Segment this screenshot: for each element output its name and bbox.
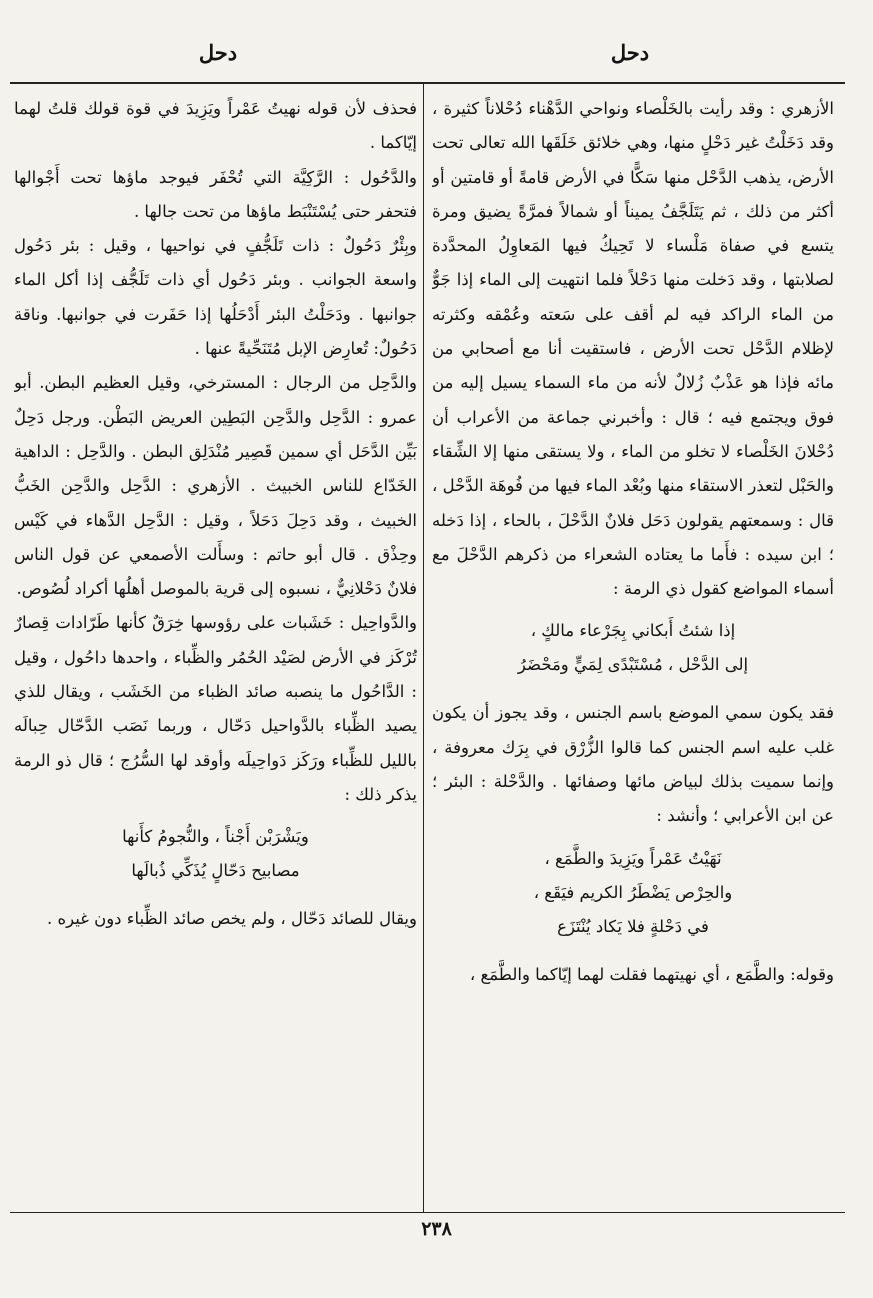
verse-line: إذا شئتُ أَبكاني بِجَرْعاء مالكٍ ، bbox=[530, 621, 736, 641]
left-column bbox=[14, 92, 417, 1207]
verse-line: نَهَيْتُ عَمْراً ويَزِيدَ والطَّمَع ، bbox=[544, 848, 722, 868]
verse-line: في دَحْلةٍ فلا يَكاد يُنْتَزَع bbox=[557, 916, 709, 936]
verse-line: والحِرْص يَضْطَرُ الكريم فيَقَع ، bbox=[533, 882, 733, 902]
entry-paragraph: فقد يكون سمي الموضع باسم الجنس ، وقد يجوز أن يكون غلب عليه اسم الجنس كما قالوا الزُّرْق في بِرَك معروفة ، وإنما سميت بذلك لبياض مائها وصفائها . والدَّحْلة : البئر ؛ عن ابن الأعرابي ؛ وأنشد : bbox=[432, 703, 834, 826]
poem-verse bbox=[432, 842, 834, 944]
right-column bbox=[432, 92, 834, 1207]
running-head-right: دحل bbox=[610, 40, 650, 65]
entry-paragraph: والدَّحِل من الرجال : المسترخي، وقيل العظيم البطن. أبو عمرو : الدَّحِل والدَّحِن البَطِين العريض البَطْن. ورجل دَحِلٌ بَيِّن الدَّحَل أي سمين قَصِير مُنْدَلِق البطن . والدَّحِل : الداهية الخَدّاع للناس الخبيث . الأزهري : الدَّحِل والدَّحِن الخَبُّ الخبيث ، وقد دَحِلَ دَحَلاً ، وقيل : الدَّحِل الدَّهاء في كَيْس وحِذْق . قال أبو حاتم : وسأَلت الأصمعي عن قول الناس فلانٌ دَحْلانِيٌّ ، نسبوه إلى قرية بالموصل أهلُها أكراد لُصُوص. bbox=[14, 373, 417, 599]
running-head-left: دحل bbox=[198, 40, 238, 65]
poem-verse bbox=[432, 614, 834, 682]
page-number: ٢٣٨ bbox=[421, 1218, 452, 1240]
entry-paragraph: الأزهري : وقد رأيت بالخَلْصاء ونواحي الدَّهْناء دُحْلاناً كثيرة ، وقد دَخَلْتُ غير دَحْلٍ منها، وهي خلائق خَلَقَها الله تعالى تحت الأرض، يذهب الدَّحْل منها سَكًّا في الأرض قامةً أو قامتين أو أكثر من ذلك ، ثم يَتَلَجَّفُ يميناً أو شمالاً فمرَّةً يضيق ومرة يتسع في صفاة مَلْساء لا تَحِيكُ فيها المَعاوِلُ المحدَّدة لصلابتها ، وقد دَخلت منها دَحْلاً فلما انتهيت إلى الماء إذا جَوٌّ من الماء الراكد فيه لم أقف على سَعته وعُمْقه وكثرته لإظلام الدَّحْل تحت الأرض ، فاستقيت أنا مع أصحابي من مائه فإذا هو عَذْبٌ زُلالٌ لأنه من ماء السماء يسيل إليه من فوق ويجتمع فيه ؛ قال : وأخبرني جماعة من الأعراب أن دُحْلانَ الخَلْصاء لا تخلو من الماء ، ولا يستقى منها إلا الشِّقاء والحَبْل لتعذر الاستقاء منها وبُعْد الماء فيها من فُوهَة الدَّحْل ، قال : وسمعتهم يقولون دَحَل فلانٌ الدَّحْلَ ، بالحاء ، إذا دَخله ؛ ابن سيده : فأَما ما يعتاده الشعراء من ذكرهم الدَّحْلَ مع أسماء المواضع كقول ذي الرمة : bbox=[432, 99, 834, 599]
header-rule bbox=[10, 82, 845, 84]
entry-paragraph: وقوله: والطَّمَع ، أي نهيتهما فقلت لهما إيّاكما والطَّمَع ، bbox=[469, 964, 834, 984]
verse-line: ويَشْرَبْن أَجْناً ، والنُّجومُ كأَنها bbox=[122, 827, 309, 847]
poem-verse bbox=[14, 820, 417, 888]
footer-rule bbox=[10, 1212, 845, 1213]
entry-paragraph: والدَّحُول : الرَّكِيَّة التي تُحْفَر فيوجد ماؤها تحت أَجْوالها فتحفر حتى يُسْتَنْبَط ماؤها من تحت جالها . bbox=[14, 167, 417, 221]
entry-paragraph: والدَّواحِيل : خَشَبات على رؤوسها خِرَقٌ كأنها طَرّادات قِصارٌ تُرْكَز في الأرض لصَيْد الحُمُر والظِّباء ، واحدها داحُول ، وقيل : الدَّاحُول ما ينصبه صائد الظباء من الخَشَب ، ويقال للذي يصيد الظِّباء بالدَّواحيل دَحّال ، وربما نَصَب الدَّحّال حِبالَه بالليل للظِّباء ورَكَز دَواحِيلَه وأوقد لها السُّرُج ؛ قال ذو الرمة يذكر ذلك : bbox=[14, 613, 417, 804]
entry-paragraph: ويقال للصائد دَحّال ، ولم يخص صائد الظِّباء دون غيره . bbox=[46, 909, 417, 929]
column-divider bbox=[423, 84, 424, 1212]
verse-line: إلى الدَّحْل ، مُسْتَبْدًى لِمَيٍّ ومَحْضَرُ bbox=[517, 655, 749, 675]
verse-line: مصابيح دَحّالٍ يُذَكِّي ذُبالَها bbox=[131, 861, 300, 881]
entry-paragraph: وبِئْرٌ دَحُولٌ : ذات تَلَجُّفٍ في نواحيها ، وقيل : بئر دَحُول واسعة الجوانب . وبئر دَحُول أي ذات تَلَجُّف إذا أكل الماء جوانبها . ودَحَلْتُ البئر أَدْحَلُها إذا حَفَرت في جوانبها. وناقة دَحُولٌ: تُعارِض الإبل مُتَنَحِّيةً عنها . bbox=[14, 236, 417, 359]
entry-paragraph: فحذف لأن قوله نهيتُ عَمْراً ويَزِيدَ في قوة قولك قلتُ لهما إيّاكما . bbox=[14, 99, 417, 153]
